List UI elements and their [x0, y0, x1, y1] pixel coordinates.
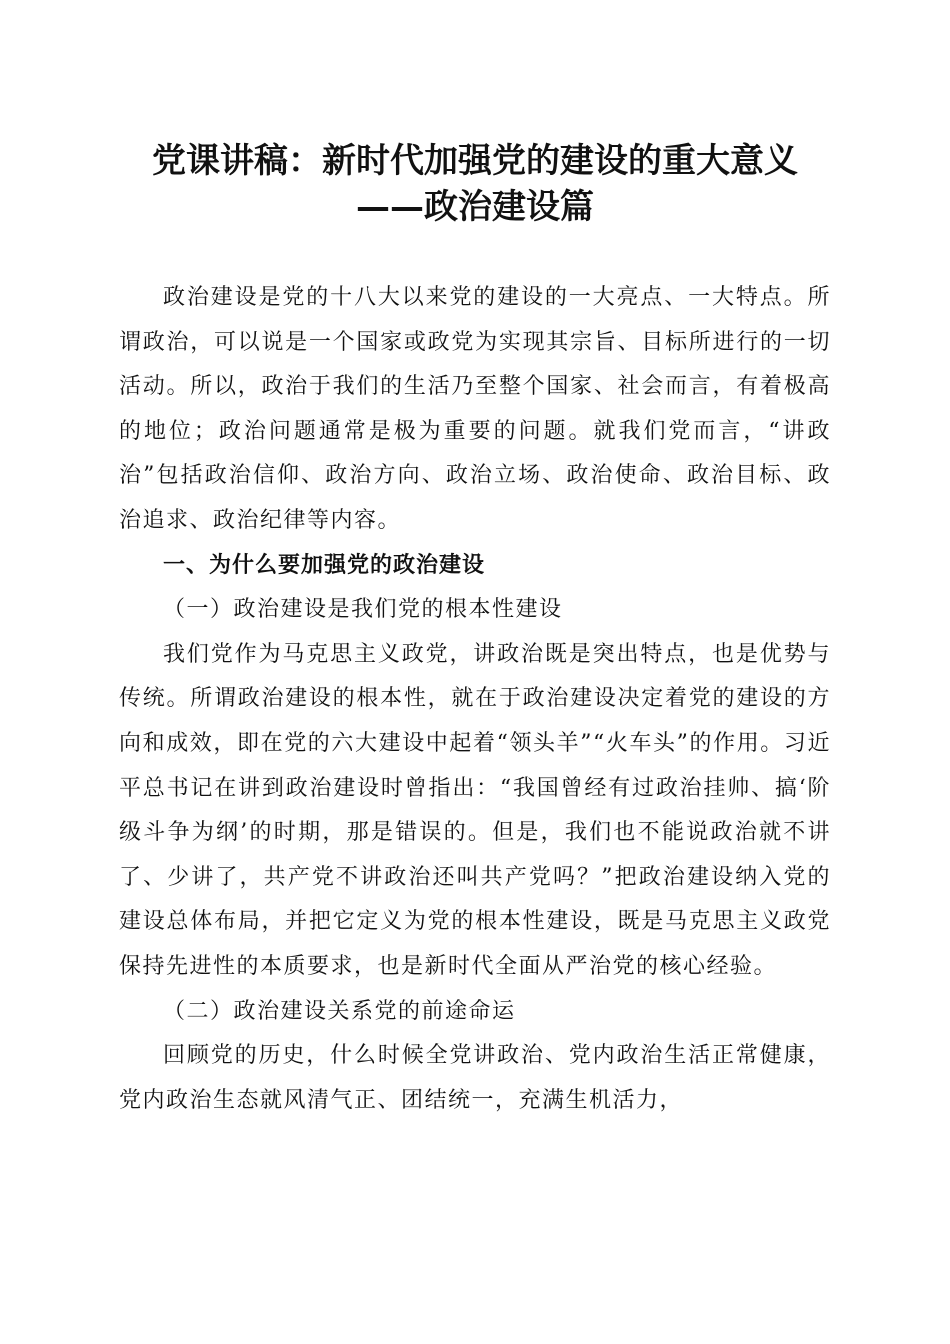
document-body: [119, 276, 831, 1123]
intro-paragraph: 政治建设是党的十八大以来党的建设的一大亮点、一大特点。所谓政治，可以说是一个国家或政党为实现其宗旨、目标所进行的一切活动。所以，政治于我们的生活乃至整个国家、社会而言，有着极高的地位；政治问题通常是极为重要的问题。就我们党而言，“讲政治”包括政治信仰、政治方向、政治立场、政治使命、政治目标、政治追求、政治纪律等内容。: [119, 285, 831, 533]
document-title: 党课讲稿：新时代加强党的建设的重大意义: [152, 141, 798, 181]
document-subtitle: ——政治建设篇: [356, 187, 594, 227]
subsection-heading-1: （一）政治建设是我们党的根本性建设: [163, 597, 563, 623]
subsection-2-paragraph: 回顾党的历史，什么时候全党讲政治、党内政治生活正常健康，党内政治生态就风清气正、团结统一，充满生机活力，: [119, 1043, 831, 1113]
subsection-heading-2: （二）政治建设关系党的前途命运: [163, 998, 516, 1024]
subsection-1-paragraph: 我们党作为马克思主义政党，讲政治既是突出特点，也是优势与传统。所谓政治建设的根本性，就在于政治建设决定着党的建设的方向和成效，即在党的六大建设中起着“领头羊”“火车头”的作用。习近平总书记在讲到政治建设时曾指出：“我国曾经有过政治挂帅、搞‘阶级斗争为纲’的时期，那是错误的。但是，我们也不能说政治就不讲了、少讲了，共产党不讲政治还叫共产党吗？”把政治建设纳入党的建设总体布局，并把它定义为党的根本性建设，既是马克思主义政党保持先进性的本质要求，也是新时代全面从严治党的核心经验。: [119, 641, 831, 979]
section-heading-1: 一、为什么要加强党的政治建设: [163, 552, 486, 578]
